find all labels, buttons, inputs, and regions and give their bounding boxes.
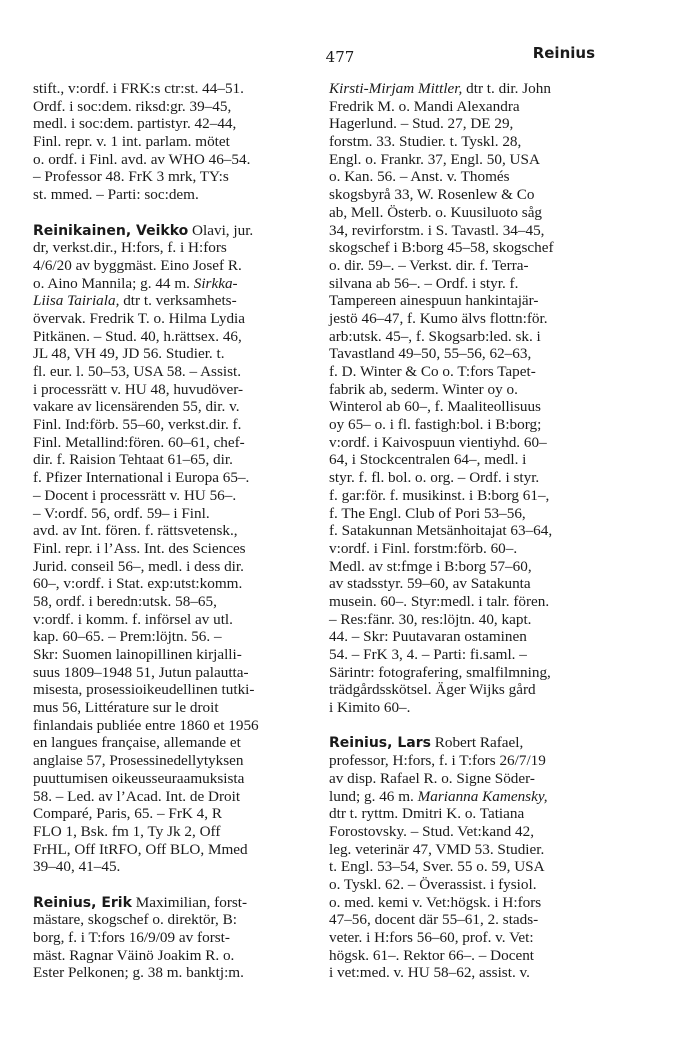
text-line (329, 964, 610, 982)
text-line (329, 575, 610, 593)
text-line (33, 505, 312, 523)
text-run: f. gar:för. f. musikinst. i B:borg 61–, (329, 486, 550, 504)
text-run: t. Engl. 53–54, Sver. 55 o. 59, USA (329, 858, 545, 876)
italic-name: Sirkka- (193, 274, 238, 292)
text-line (329, 841, 610, 859)
text-run: Finl. repr. i l’Ass. Int. des Sciences (33, 539, 246, 557)
text-line (329, 257, 610, 275)
text-run: stift., v:ordf. i FRK:s ctr:st. 44–51. (33, 80, 244, 97)
text-run: dr, verkst.dir., H:fors, f. i H:fors (33, 239, 227, 257)
text-line (33, 717, 312, 735)
text-line (329, 416, 610, 434)
text-run: mästare, skogschef o. direktör, B: (33, 911, 237, 929)
text-line (33, 451, 312, 469)
text-run: Engl. o. Frankr. 37, Engl. 50, USA (329, 150, 540, 168)
text-line (33, 947, 312, 965)
text-line (329, 699, 610, 717)
text-line (33, 699, 312, 717)
text-line (329, 894, 610, 912)
text-run: misesta, prosessioikeudellinen tutki- (33, 681, 255, 699)
text-run: Finl. Metallind:fören. 60–61, chef- (33, 433, 245, 451)
running-head: Reinius (532, 44, 595, 62)
text-run: 47–56, docent där 55–61, 2. stads- (329, 911, 539, 929)
text-run: Hagerlund. – Stud. 27, DE 29, (329, 115, 514, 133)
text-run: Pitkänen. – Stud. 40, h.rättsex. 46, (33, 327, 242, 345)
text-run: fl. eur. l. 50–53, USA 58. – Assist. (33, 363, 242, 380)
text-run: Tavastland 49–50, 55–56, 62–63, (329, 345, 532, 363)
text-run: finlandais publiée entre 1860 et 1956 (33, 716, 259, 734)
text-line (33, 398, 312, 416)
text-line (33, 894, 312, 912)
text-line (329, 646, 610, 664)
text-line (329, 398, 610, 416)
text-line (33, 575, 312, 593)
text-run: professor, H:fors, f. i T:fors 26/7/19 (329, 752, 546, 770)
text-line (329, 328, 610, 346)
text-line (329, 522, 610, 540)
text-line (329, 80, 610, 98)
text-line (33, 823, 312, 841)
text-run: st. mmed. – Parti: soc:dem. (33, 186, 199, 204)
text-line (33, 151, 312, 169)
text-run: arb:utsk. 45–, f. Skogsarb:led. sk. i (329, 327, 541, 345)
text-run: borg, f. i T:fors 16/9/09 av forst- (33, 929, 230, 946)
text-run: 58, ordf. i beredn:utsk. 58–65, (33, 592, 217, 610)
text-line (329, 151, 610, 169)
text-run: f. The Engl. Club of Pori 53–56, (329, 504, 526, 522)
text-line (329, 222, 610, 240)
text-line (329, 911, 610, 929)
text-line (33, 681, 312, 699)
text-line (329, 752, 610, 770)
text-run: – Professor 48. FrK 3 mrk, TY:s (33, 168, 229, 186)
text-run: Forostovsky. – Stud. Vet:kand 42, (329, 822, 535, 840)
text-run: mus 56, Littérature sur le droit (33, 699, 219, 717)
paragraph-gap (33, 204, 312, 222)
text-run: 58. – Led. av l’Acad. Int. de Droit (33, 787, 241, 805)
text-line (329, 558, 610, 576)
text-line (33, 345, 312, 363)
text-line (33, 770, 312, 788)
text-line (33, 257, 312, 275)
text-run: Fredrik M. o. Mandi Alexandra (329, 97, 520, 115)
text-line (33, 133, 312, 151)
text-run: anglaise 57, Prosessinedellytyksen (33, 752, 244, 770)
text-run: Comparé, Paris, 65. – FrK 4, R (33, 805, 222, 823)
entry-name: Reinikainen, Veikko (33, 222, 189, 239)
text-line (329, 133, 610, 151)
text-line (329, 929, 610, 947)
text-line (329, 487, 610, 505)
text-line (329, 168, 610, 186)
text-line (329, 947, 610, 965)
text-run: dtr t. verksamhets- (119, 292, 237, 310)
text-line (329, 310, 610, 328)
text-run: Robert Rafael, (430, 734, 524, 752)
text-line (329, 275, 610, 293)
page-number: 477 (325, 48, 355, 66)
text-line (329, 186, 610, 204)
text-run: o. Tyskl. 62. – Överassist. i fysiol. (329, 875, 537, 893)
text-line (329, 664, 610, 682)
text-line (329, 292, 610, 310)
text-run: högsk. 61–. Rektor 66–. – Docent (329, 946, 535, 964)
text-line (33, 381, 312, 399)
text-run: o. med. kemi v. Vet:högsk. i H:fors (329, 893, 542, 911)
text-run: 54. – FrK 3, 4. – Parti: fi.saml. – (329, 646, 527, 663)
text-line (329, 593, 610, 611)
text-run: dtr t. dir. John (462, 80, 551, 97)
text-run: veter. i H:fors 56–60, prof. v. Vet: (329, 929, 534, 946)
text-run: Winterol ab 60–, f. Maaliteollisuus (329, 398, 541, 416)
text-run: jestö 46–47, f. Kumo älvs flottn:för. (329, 309, 548, 327)
text-run: skogschef i B:borg 45–58, skogschef (329, 239, 554, 257)
text-run: Jurid. conseil 56–, medl. i dess dir. (33, 557, 244, 575)
text-line (329, 451, 610, 469)
text-line (33, 929, 312, 947)
text-run: vakare av licensärenden 55, dir. v. (33, 398, 240, 416)
text-run: Särintr: fotografering, smalfilmning, (329, 663, 551, 681)
text-line (329, 611, 610, 629)
text-run: v:ordf. i Kaivospuun vientiyhd. 60– (329, 433, 547, 451)
italic-name: Kirsti-Mirjam Mittler, (329, 80, 463, 97)
text-line (33, 416, 312, 434)
text-run: o. Kan. 56. – Anst. v. Thomés (329, 168, 510, 186)
text-line (33, 487, 312, 505)
text-run: styr. f. fl. bol. o. org. – Ordf. i styr. (329, 469, 540, 487)
text-run: v:ordf. i Finl. forstm:förb. 60–. (329, 539, 518, 557)
text-line (329, 805, 610, 823)
paragraph-gap (33, 876, 312, 894)
text-line (329, 115, 610, 133)
text-run: 39–40, 41–45. (33, 858, 121, 876)
text-run: en langues française, allemande et (33, 734, 241, 752)
text-line (329, 876, 610, 894)
text-run: Finl. Ind:förb. 55–60, verkst.dir. f. (33, 416, 242, 434)
text-line (33, 558, 312, 576)
text-line (33, 239, 312, 257)
text-run: 64, i Stockcentralen 64–, medl. i (329, 451, 527, 469)
text-run: puuttumisen oikeusseuraamuksista (33, 769, 245, 787)
text-run: Maximilian, forst- (131, 893, 248, 911)
text-run: Ordf. i soc:dem. riksd:gr. 39–45, (33, 97, 232, 115)
text-run: i Kimito 60–. (329, 699, 411, 717)
text-line (329, 345, 610, 363)
text-line (329, 204, 610, 222)
text-run: Ester Pelkonen; g. 38 m. banktj:m. (33, 964, 244, 982)
text-run: fabrik ab, sederm. Winter oy o. (329, 380, 518, 398)
text-run: FrHL, Off ItRFO, Off BLO, Mmed (33, 840, 248, 858)
text-run: 60–, v:ordf. i Stat. exp:utst:komm. (33, 575, 243, 593)
text-run: dir. f. Raision Tehtaat 61–65, dir. (33, 451, 233, 469)
text-run: o. ordf. i Finl. avd. av WHO 46–54. (33, 150, 251, 168)
text-line (329, 858, 610, 876)
text-line (33, 540, 312, 558)
text-line (33, 275, 312, 293)
italic-name: Liisa Tairiala, (33, 292, 120, 310)
text-line (329, 381, 610, 399)
text-line (33, 222, 312, 240)
text-run: – Docent i processrätt v. HU 56–. (33, 486, 237, 504)
text-line (33, 734, 312, 752)
paragraph-gap (329, 717, 610, 735)
text-line (33, 310, 312, 328)
text-run: leg. veterinär 47, VMD 53. Studier. (329, 840, 545, 858)
text-run: av stadsstyr. 59–60, av Satakunta (329, 575, 531, 593)
text-line (33, 98, 312, 116)
text-run: oy 65– o. i fl. fastigh:bol. i B:borg; (329, 416, 542, 434)
text-line (329, 823, 610, 841)
text-run: övervak. Fredrik T. o. Hilma Lydia (33, 309, 246, 327)
text-line (33, 664, 312, 682)
text-line (329, 681, 610, 699)
text-line (33, 805, 312, 823)
text-line (33, 328, 312, 346)
right-column (329, 80, 610, 982)
text-line (329, 540, 610, 558)
text-run: Skr: Suomen lainopillinen kirjalli- (33, 646, 242, 663)
text-run: – Res:fänr. 30, res:löjtn. 40, kapt. (329, 610, 532, 628)
text-run: Olavi, jur. (188, 221, 254, 239)
text-line (329, 505, 610, 523)
text-line (329, 98, 610, 116)
text-line (33, 593, 312, 611)
text-run: dtr t. ryttm. Dmitri K. o. Tatiana (329, 805, 525, 823)
text-run: silvana ab 56–. – Ordf. i styr. f. (329, 274, 519, 292)
text-run: o. Aino Mannila; g. 44 m. (33, 274, 194, 292)
text-run: f. Satakunnan Metsänhoitajat 63–64, (329, 522, 553, 540)
text-line (329, 770, 610, 788)
text-run: musein. 60–. Styr:medl. i talr. fören. (329, 592, 550, 610)
text-run: f. Pfizer International i Europa 65–. (33, 469, 250, 487)
text-line (329, 734, 610, 752)
entry-name: Reinius, Erik (33, 894, 132, 911)
text-run: mäst. Ragnar Väinö Joakim R. o. (33, 946, 235, 964)
text-run: Tampereen ainespuun hankintajär- (329, 292, 539, 310)
text-run: v:ordf. i komm. f. införsel av utl. (33, 610, 233, 628)
text-run: forstm. 33. Studier. t. Tyskl. 28, (329, 133, 522, 151)
text-run: 4/6/20 av byggmäst. Eino Josef R. (33, 256, 242, 274)
text-run: 44. – Skr: Puutavaran ostaminen (329, 628, 527, 646)
text-line (33, 80, 312, 98)
text-run: av disp. Rafael R. o. Signe Söder- (329, 769, 535, 787)
text-line (33, 434, 312, 452)
text-line (33, 469, 312, 487)
text-line (329, 628, 610, 646)
text-run: i vet:med. v. HU 58–62, assist. v. (329, 964, 530, 982)
text-run: FLO 1, Bsk. fm 1, Ty Jk 2, Off (33, 822, 221, 840)
text-run: lund; g. 46 m. (329, 787, 418, 805)
text-run: suus 1809–1948 51, Jutun palautta- (33, 663, 249, 681)
text-line (33, 628, 312, 646)
text-run: medl. i soc:dem. partistyr. 42–44, (33, 115, 237, 133)
text-run: trädgårdsskötsel. Äger Wijks gård (329, 681, 536, 699)
text-run: avd. av Int. fören. f. rättsvetensk., (33, 522, 238, 540)
text-line (33, 168, 312, 186)
text-line (33, 611, 312, 629)
text-line (33, 841, 312, 859)
text-line (33, 363, 312, 381)
text-line (33, 911, 312, 929)
text-line (329, 363, 610, 381)
text-run: – V:ordf. 56, ordf. 59– i Finl. (33, 504, 210, 522)
text-run: 34, revirforstm. i S. Tavastl. 34–45, (329, 221, 545, 239)
text-line (33, 292, 312, 310)
text-run: Medl. av st:fmge i B:borg 57–60, (329, 557, 532, 575)
text-line (33, 115, 312, 133)
text-run: ab, Mell. Österb. o. Kuusiluoto såg (329, 203, 543, 221)
text-run: skogsbyrå 33, W. Rosenlew & Co (329, 186, 535, 204)
text-line (33, 788, 312, 806)
text-run: Finl. repr. v. 1 int. parlam. mötet (33, 133, 230, 151)
text-run: f. D. Winter & Co o. T:fors Tapet- (329, 363, 536, 380)
entry-name: Reinius, Lars (329, 735, 431, 752)
left-column (33, 80, 312, 982)
text-line (329, 434, 610, 452)
text-line (33, 858, 312, 876)
text-run: o. dir. 59–. – Verkst. dir. f. Terra- (329, 256, 529, 274)
italic-name: Marianna Kamensky, (417, 787, 548, 805)
text-line (33, 186, 312, 204)
text-line (329, 788, 610, 806)
text-line (33, 752, 312, 770)
text-line (33, 964, 312, 982)
text-line (33, 646, 312, 664)
text-run: JL 48, VH 49, JD 56. Studier. t. (33, 345, 225, 363)
text-line (329, 469, 610, 487)
text-line (329, 239, 610, 257)
text-run: i processrätt v. HU 48, huvudöver- (33, 380, 244, 398)
text-line (33, 522, 312, 540)
text-run: kap. 60–65. – Prem:löjtn. 56. – (33, 628, 222, 646)
